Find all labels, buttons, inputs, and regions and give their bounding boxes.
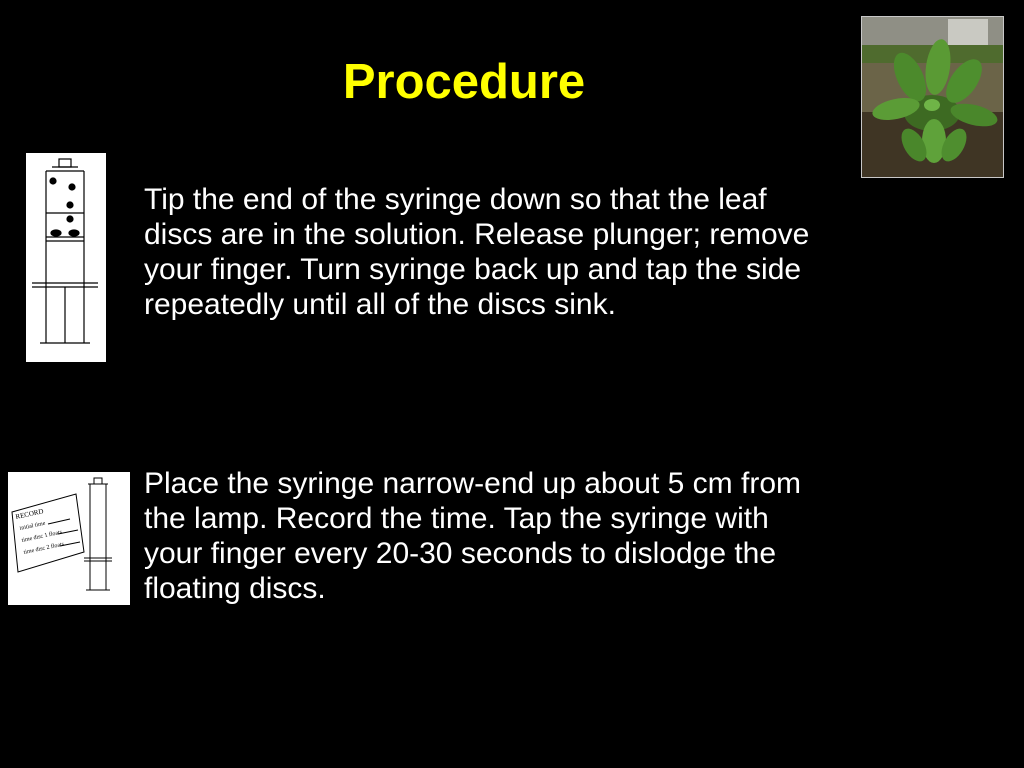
spinach-plant-photo — [861, 16, 1004, 178]
syringe-with-leaf-discs-icon — [26, 153, 106, 362]
step-1-line: Tip the end of the syringe down so that the leaf — [144, 183, 767, 216]
step-2-line: your finger every 20-30 seconds to dislodge the — [144, 537, 777, 570]
step-1-line: discs are in the solution. Release plunger; remove — [144, 218, 810, 251]
card-line: RECORD — [14, 507, 45, 521]
step-2-line: floating discs. — [144, 572, 326, 605]
slide-title: Procedure — [342, 55, 586, 109]
record-card-sketch — [8, 472, 130, 605]
record-card-and-syringe-icon — [8, 472, 130, 605]
card-line: time disc 2 floats — [23, 541, 65, 556]
syringe-sketch — [26, 153, 106, 362]
spinach-plant-icon — [862, 17, 1003, 177]
card-line: initial time — [19, 520, 47, 532]
step-1-line: repeatedly until all of the discs sink. — [144, 288, 616, 321]
card-line: time disc 1 floats — [21, 529, 63, 544]
step-1-text — [144, 182, 994, 322]
step-2-line: the lamp. Record the time. Tap the syringe with — [144, 502, 769, 535]
step-1-line: your finger. Turn syringe back up and tap the side — [144, 253, 802, 286]
step-2-text — [144, 466, 994, 606]
step-2-line: Place the syringe narrow-end up about 5 cm from — [144, 467, 801, 500]
